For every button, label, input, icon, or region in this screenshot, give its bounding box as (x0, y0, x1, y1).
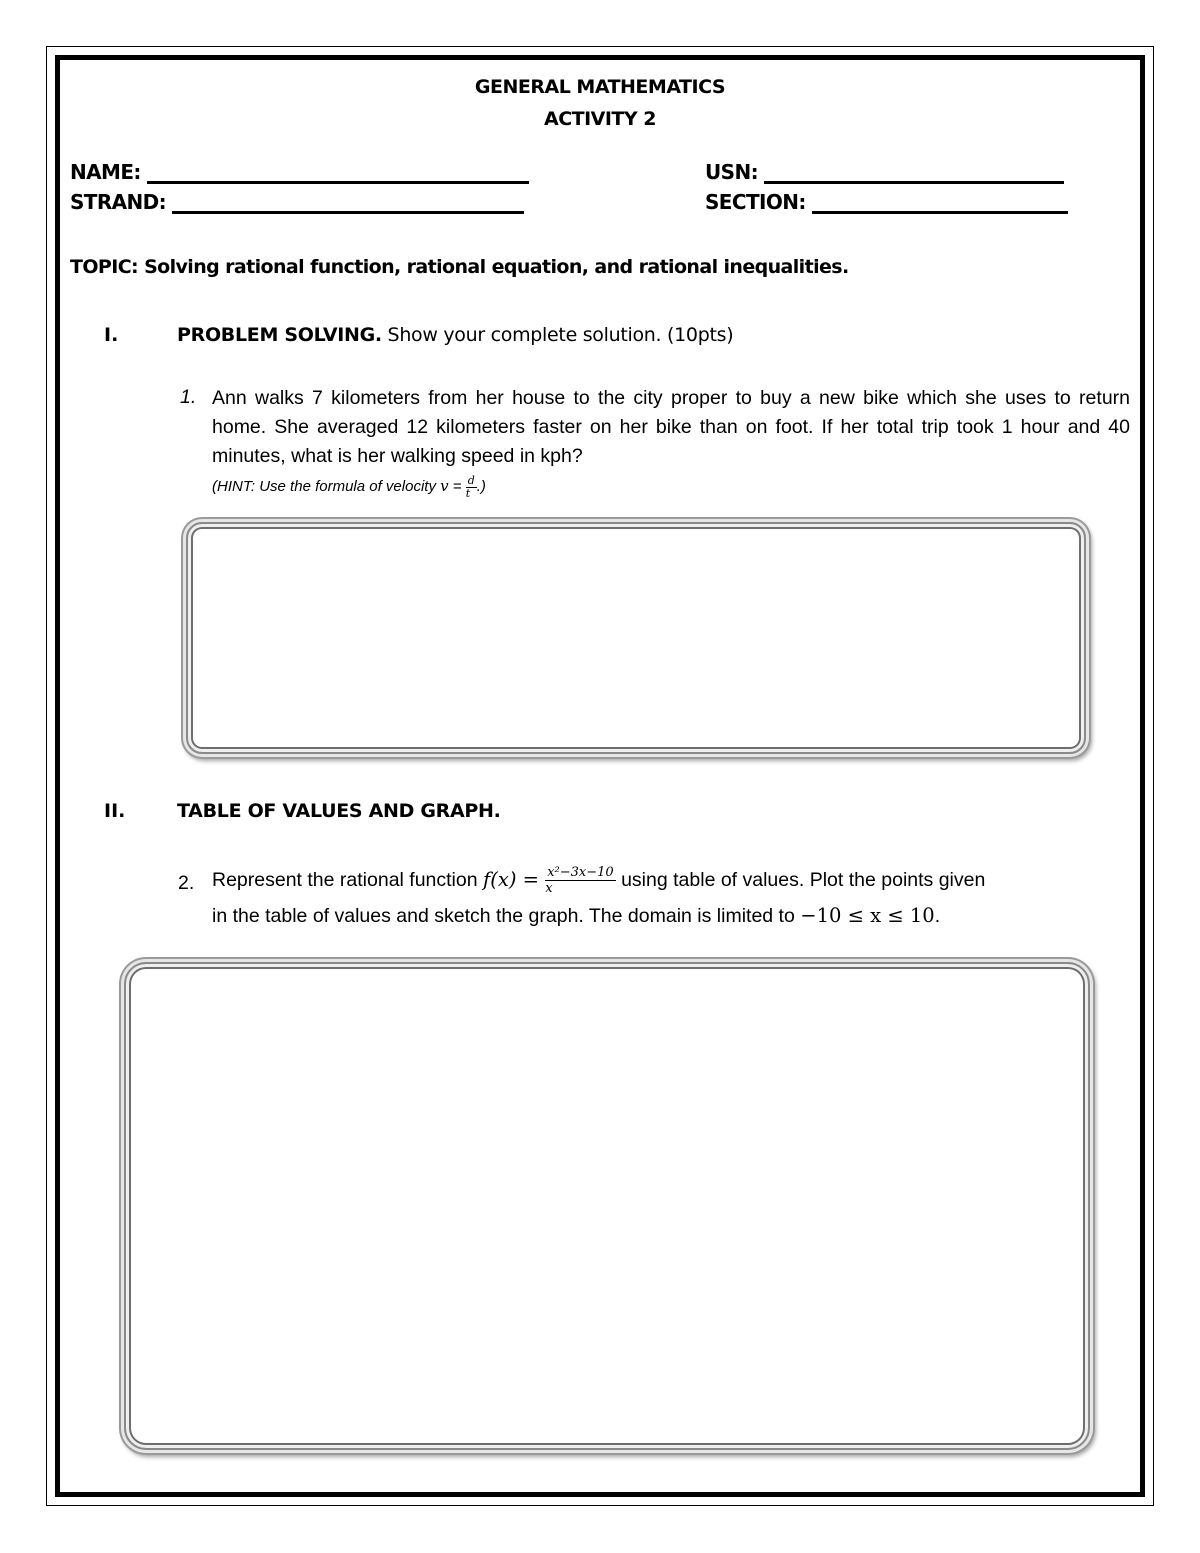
function-expression: f(x) = (483, 868, 546, 891)
usn-blank[interactable] (764, 161, 1064, 184)
problem-2-number: 2. (178, 872, 195, 894)
section-1-title-rest: Show your complete solution. (10pts) (381, 324, 734, 346)
section-1-number: I. (104, 324, 119, 346)
problem-1-number: 1. (180, 386, 197, 408)
hint-suffix: .) (476, 478, 486, 495)
usn-label: USN: (705, 160, 758, 184)
strand-label: STRAND: (70, 190, 167, 214)
strand-field[interactable] (70, 190, 524, 214)
name-label: NAME: (70, 160, 141, 184)
hint-equals: = (448, 478, 466, 495)
domain-expression: −10 ≤ x ≤ 10 (800, 904, 935, 927)
problem-2-end: . (934, 905, 941, 927)
hint-prefix: (HINT: Use the formula of velocity (212, 478, 441, 495)
hint-denominator: t (465, 486, 471, 500)
name-blank[interactable] (147, 161, 529, 184)
function-fraction (545, 865, 615, 896)
topic-line: TOPIC: Solving rational function, rational equation, and rational inequalities. (70, 256, 849, 278)
section-label: SECTION: (705, 190, 806, 214)
problem-2-line2: in the table of values and sketch the graph. The domain is limited to (212, 905, 801, 927)
problem-1-hint (212, 473, 486, 500)
answer-box-1[interactable] (186, 522, 1086, 754)
problem-2-text-before: Represent the rational function (212, 869, 484, 891)
hint-numerator: d (467, 473, 475, 487)
activity-title: ACTIVITY 2 (543, 108, 656, 130)
problem-2-text-after: using table of values. Plot the points given (615, 869, 986, 891)
section-blank[interactable] (812, 191, 1068, 214)
problem-1-body: Ann walks 7 kilometers from her house to the city proper to buy a new bike which she uses to return home. She averaged 12 kilometers faster on her bike than on foot. If her total trip took 1 hour and 40 minutes, what is her walking speed in kph? (212, 387, 1130, 467)
function-numerator: x²−3x−10 (547, 865, 614, 881)
hint-variable: v (440, 477, 449, 495)
section-1-title-bold: PROBLEM SOLVING. (177, 324, 382, 346)
document-title: GENERAL MATHEMATICS (474, 76, 726, 98)
function-denominator: x (545, 881, 553, 897)
section-2-number: II. (104, 800, 126, 822)
answer-box-2[interactable] (124, 962, 1090, 1450)
section-field[interactable] (705, 190, 1068, 214)
strand-blank[interactable] (172, 191, 524, 214)
problem-1-text (212, 384, 1130, 501)
problem-2-text (212, 862, 1130, 934)
section-1-title (177, 324, 733, 346)
hint-fraction (466, 475, 477, 500)
name-field[interactable] (70, 160, 529, 184)
usn-field[interactable] (705, 160, 1064, 184)
section-2-title: TABLE OF VALUES AND GRAPH. (177, 800, 501, 822)
